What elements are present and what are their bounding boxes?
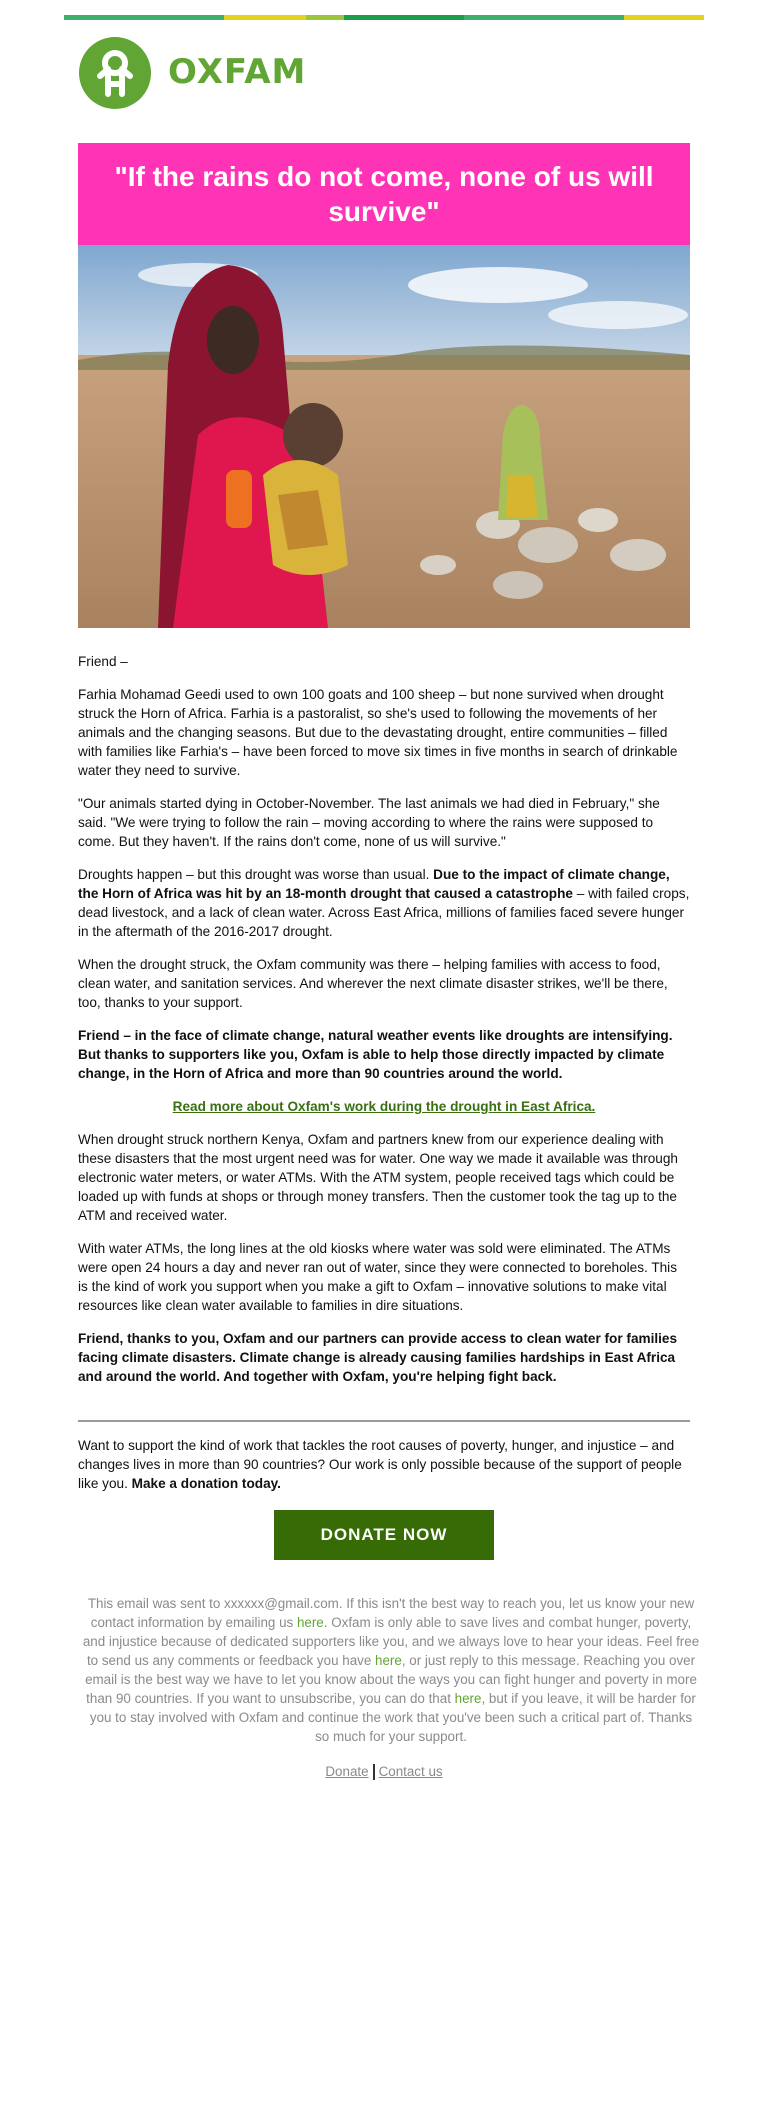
read-more-row — [78, 1097, 690, 1116]
paragraph-quote: "Our animals started dying in October-November. The last animals we had died in February," she said. "We were trying to follow the rain – moving according to where the rains were supposed to come. But they haven't. If the rains don't come, none of us will survive." — [78, 796, 660, 849]
footer-separator — [373, 1764, 375, 1780]
divider — [78, 1420, 690, 1422]
email-body — [78, 652, 690, 1400]
logo-wordmark: OXFAM — [168, 52, 307, 92]
oxfam-figure-icon — [78, 36, 152, 110]
headline-banner: "If the rains do not come, none of us will survive" — [78, 143, 690, 245]
top-color-strip — [64, 15, 704, 20]
paragraph-water-atms: When drought struck northern Kenya, Oxfam and partners knew from our experience dealing with these disasters that the most urgent need was for water. One way we made it available was through electronic water meters, or water ATMs. With the ATM system, people received tags which could be loaded up with funds at shops or through money transfers. Then the customer took the tag up to the ATM and received water. — [78, 1132, 678, 1223]
footer-links — [78, 1764, 690, 1780]
footer-donate-link[interactable]: Donate — [325, 1764, 369, 1779]
support-paragraph: Want to support the kind of work that tackles the root causes of poverty, hunger, and injustice – and changes lives in more than 90 countries? Our work is only possible because of the support of people like you. Make a donation today. — [78, 1438, 682, 1491]
read-more-link[interactable]: Read more about Oxfam's work during the drought in East Africa. — [172, 1099, 596, 1114]
oxfam-logo[interactable] — [78, 36, 307, 110]
paragraph-story: Farhia Mohamad Geedi used to own 100 goats and 100 sheep – but none survived when drought struck the Horn of Africa. Farhia is a pastoralist, so she's used to following the movements of her animals and the changing seasons. But due to the devastating drought, entire communities – filled with families like Farhia's – have been forced to move six times in five months in search of drinkable water they need to survive. — [78, 687, 678, 778]
footer-link-feedback[interactable]: here — [375, 1653, 402, 1668]
paragraph-oxfam-response: When the drought struck, the Oxfam community was there – helping families with access to food, clean water, and sanitation services. And wherever the next climate disaster strikes, we'll be there, too, thanks to your support. — [78, 957, 668, 1010]
paragraph-climate-bold: Friend – in the face of climate change, natural weather events like droughts are intensifying. But thanks to supporters like you, Oxfam is able to help those directly impacted by climate change, in the Horn of Africa and more than 90 countries around the world. — [78, 1028, 673, 1081]
greeting: Friend – — [78, 654, 128, 669]
footer-text: This email was sent to xxxxxx@gmail.com. If this isn't the best way to reach you, let us know your new contact information by emailing us here. Oxfam is only able to save lives and combat hunger, poverty, and injustice because of dedicated supporters like you, and we always love to hear your ideas. Feel free to send us any comments or feedback you have here, or just reply to this message. Reaching you over email is the best way we have to let you know about the ways you can fight hunger and poverty in more than 90 countries. If you want to unsubscribe, you can do that here, but if you leave, it will be harder for you to stay involved with Oxfam and continue the work that you've been such a critical part of. Thanks so much for your support. — [82, 1596, 700, 1744]
footer-contact-link[interactable]: Contact us — [378, 1764, 443, 1779]
donate-now-button[interactable]: DONATE NOW — [274, 1510, 494, 1560]
paragraph-drought: Droughts happen – but this drought was worse than usual. Due to the impact of climate change, the Horn of Africa was hit by an 18-month drought that caused a catastrophe – with failed crops, dead livestock, and a lack of clean water. Across East Africa, millions of families faced severe hunger in the aftermath of the 2016-2017 drought. — [78, 867, 690, 939]
footer-link-unsubscribe[interactable]: here — [454, 1691, 482, 1706]
photo-woman-with-child-drought — [78, 245, 690, 628]
footer-link-contact-info[interactable]: here — [296, 1615, 324, 1630]
paragraph-atm-benefits: With water ATMs, the long lines at the old kiosks where water was sold were eliminated. The ATMs were open 24 hours a day and never ran out of water, since they were connected to boreholes. This is the kind of work you support when you make a gift to Oxfam – innovative solutions to make vital resources like clean water available to families in dire situations. — [78, 1241, 678, 1313]
paragraph-closing-bold: Friend, thanks to you, Oxfam and our partners can provide access to clean water for families facing climate disasters. Climate change is already causing families hardships in East Africa and around the world. And together with Oxfam, you're helping fight back. — [78, 1331, 678, 1384]
